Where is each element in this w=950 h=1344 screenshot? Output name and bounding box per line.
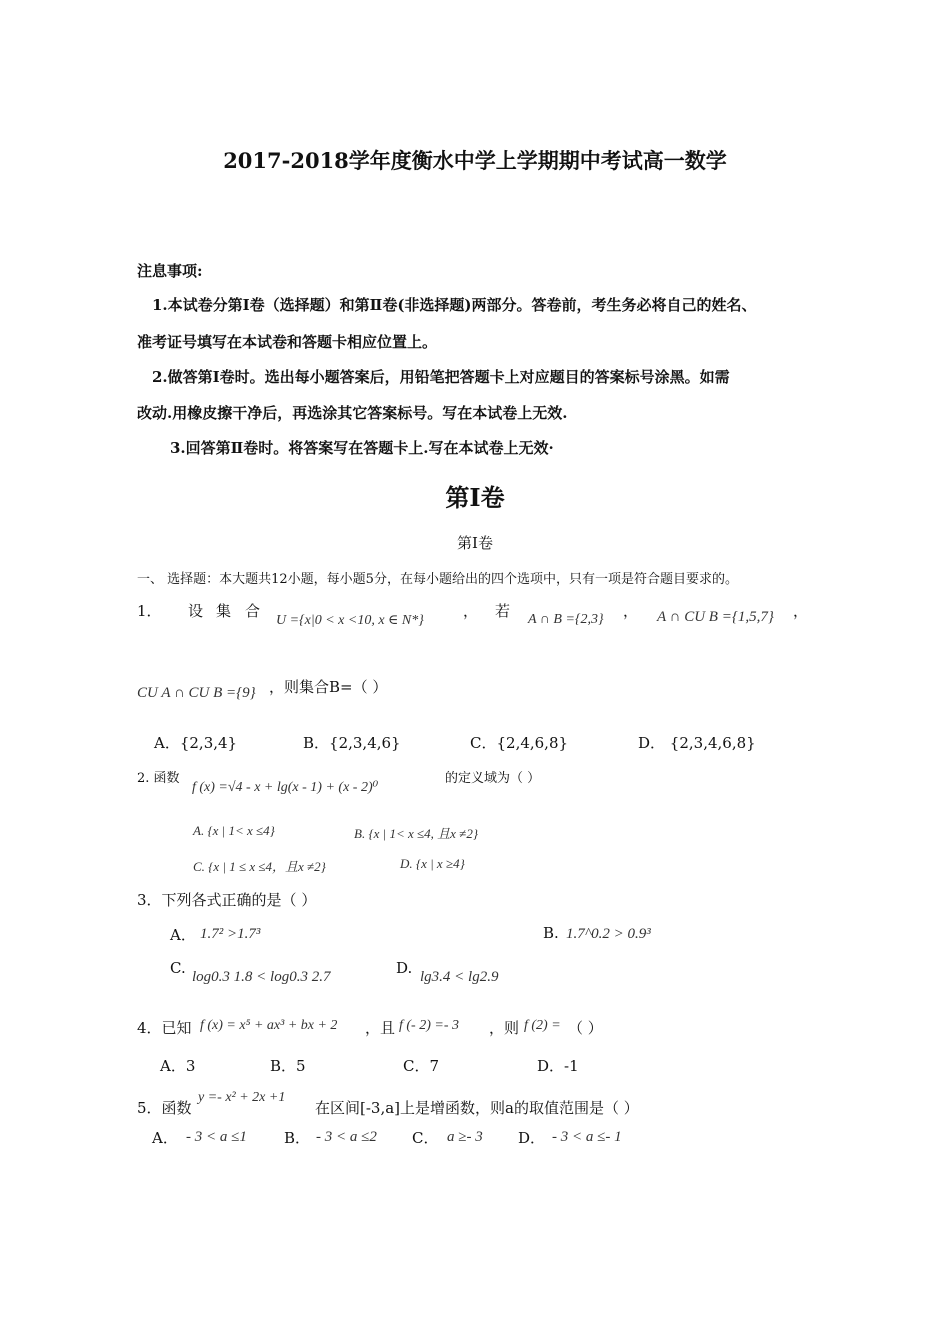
q1-comma-1: ，	[463, 602, 479, 620]
q1-option-d: D． {2,3,4,6,8}	[638, 734, 756, 752]
q5-tail: 在区间[-3,a]上是增函数，则a的取值范围是（ ）	[315, 1099, 639, 1117]
q3-label-c: C.	[170, 959, 186, 977]
q4-option-c: C．7	[403, 1057, 440, 1075]
q2-option-d: D. {x | x ≥4}	[400, 856, 465, 871]
section-subtitle: 第Ⅰ卷	[457, 534, 493, 552]
q4-option-a: A．3	[160, 1057, 196, 1075]
q1-complements: CU A ∩ CU B ={9}	[137, 685, 256, 701]
q5-option-c-label: C．	[412, 1129, 439, 1147]
q5-option-d-label: D．	[518, 1129, 546, 1147]
q1-intersection: A ∩ B ={2,3}	[528, 612, 604, 627]
q1-option-c: C．{2,4,6,8}	[470, 734, 569, 752]
q3-label-d: D.	[396, 959, 413, 977]
q1-word-2: 集	[216, 602, 232, 620]
exam-title: 2017-2018学年度衡水中学上学期期中考试高一数学	[223, 148, 727, 173]
q4-text-then: ，则	[489, 1019, 520, 1037]
q2-option-b: B. {x | 1< x ≤4, 且x ≠2}	[354, 826, 479, 841]
section-title: 第Ⅰ卷	[445, 483, 505, 512]
notes-line-2: 准考证号填写在本试卷和答题卡相应位置上。	[137, 333, 438, 351]
q5-number: 5．函数	[137, 1099, 192, 1117]
q1-tail: ，则集合B=（ ）	[269, 678, 388, 696]
q5-option-c: a ≥- 3	[447, 1129, 483, 1145]
q1-word-3: 合	[245, 602, 261, 620]
section-instruction: 一、 选择题：本大题共12小题，每小题5分，在每小题给出的四个选项中，只有一项是符合题目要求的。	[137, 572, 738, 587]
q1-option-a: A．{2,3,4}	[154, 734, 238, 752]
q2-number: 2. 函数	[137, 771, 180, 786]
q1-set-u: U ={x|0 < x <10, x ∈ N*}	[276, 613, 424, 628]
q4-formula: f (x) = x⁵ + ax³ + bx + 2	[200, 1018, 338, 1033]
notes-line-5: 3.回答第Ⅱ卷时。将答案写在答题卡上.写在本试卷上无效·	[170, 439, 554, 457]
q3-math-d: lg3.4 < lg2.9	[420, 969, 499, 985]
notes-line-3: 2.做答第Ⅰ卷时。选出每小题答案后，用铅笔把答题卡上对应题目的答案标号涂黑。如需	[152, 368, 730, 386]
q4-number: 4．已知	[137, 1019, 192, 1037]
notes-line-1: 1.本试卷分第Ⅰ卷（选择题）和第Ⅱ卷(非选择题)两部分。答卷前，考生务必将自己的姓名、	[152, 296, 757, 314]
q2-option-c: C. {x | 1 ≤ x ≤4，且x ≠2}	[193, 859, 326, 874]
q3-label-b: B.	[543, 924, 559, 942]
q2-formula: f (x) =√4 - x + lg(x - 1) + (x - 2)⁰	[192, 780, 379, 795]
q4-option-b: B．5	[270, 1057, 306, 1075]
q5-option-b: - 3 < a ≤2	[316, 1129, 377, 1145]
notes-line-4: 改动.用橡皮擦干净后，再选涂其它答案标号。写在本试卷上无效.	[137, 404, 568, 422]
q5-option-a-label: A．	[152, 1129, 178, 1147]
q5-option-d: - 3 < a ≤- 1	[552, 1129, 622, 1145]
q3-label-a: A．	[170, 926, 196, 944]
q2-tail: 的定义域为（ ）	[445, 771, 541, 786]
notes-heading: 注息事项:	[137, 262, 203, 280]
q1-word-1: 设	[188, 602, 204, 620]
q4-text-and: ，且	[365, 1019, 396, 1037]
q4-ask: f (2) =	[524, 1018, 561, 1033]
q3-stem: 3．下列各式正确的是（ ）	[137, 891, 317, 909]
q1-number: 1．	[137, 602, 162, 620]
q1-comma-3: ，	[793, 602, 809, 620]
q1-word-if: 若	[495, 602, 511, 620]
q1-complement-intersection: A ∩ CU B ={1,5,7}	[657, 609, 774, 625]
q1-option-b: B．{2,3,4,6}	[303, 734, 401, 752]
q5-option-b-label: B．	[284, 1129, 311, 1147]
q4-option-d: D．-1	[537, 1057, 579, 1075]
q4-condition: f (- 2) =- 3	[399, 1018, 459, 1033]
q5-formula: y =- x² + 2x +1	[198, 1090, 286, 1105]
q2-option-a: A. {x | 1< x ≤4}	[193, 823, 275, 838]
q3-math-a: 1.7² >1.7³	[200, 926, 261, 942]
q4-tail: （ ）	[568, 1019, 603, 1037]
q3-math-c: log0.3 1.8 < log0.3 2.7	[192, 969, 331, 985]
q5-option-a: - 3 < a ≤1	[186, 1129, 247, 1145]
q3-math-b: 1.7^0.2 > 0.9³	[566, 926, 651, 942]
q1-comma-2: ，	[623, 602, 639, 620]
